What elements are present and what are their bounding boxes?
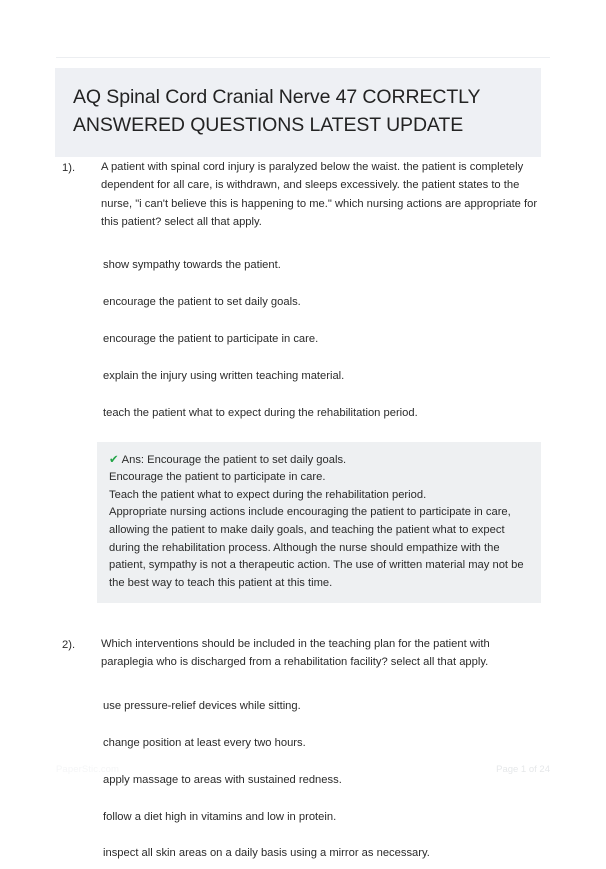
- question-heading-2: [62, 635, 540, 672]
- option-item[interactable]: apply massage to areas with sustained redness.: [103, 773, 342, 786]
- question-number-2: 2).: [62, 639, 76, 652]
- question-number-1: 1).: [62, 162, 76, 174]
- option-item[interactable]: follow a diet high in vitamins and low in protein.: [103, 810, 337, 823]
- answer-line: Encourage the patient to participate in care.: [109, 471, 326, 484]
- header-divider: [56, 57, 550, 58]
- answer-line-text: Ans: Encourage the patient to set daily goals.: [121, 453, 347, 466]
- check-mark-icon: ✔: [109, 453, 119, 466]
- section-spacer: [0, 609, 606, 635]
- option-item[interactable]: explain the injury using written teaching material.: [103, 369, 345, 382]
- option-item[interactable]: encourage the patient to set daily goals.: [103, 295, 301, 308]
- question-text-1: A patient with spinal cord injury is paralyzed below the waist. the patient is completely dependent for all care, is withdrawn, and sleeps excessively. the patient states to the nurse, "i can't believe this is happening to me." which nursing actions are appropriate for this patient? select all that apply.: [101, 161, 538, 228]
- option-list-1: [62, 231, 540, 423]
- option-item[interactable]: change position at least every two hours.: [103, 736, 306, 749]
- answer-explanation: Appropriate nursing actions include encouraging the patient to participate in care, allowing the patient to make daily goals, and teaching the patient what to expect during the rehabilitation process. Although the nurse should empathize with the patient, sympathy is not a therapeutic action. The use of written material may not be the best way to teach this patient at this time.: [109, 506, 524, 589]
- document-title-band: [55, 68, 541, 157]
- question-block-1: [0, 158, 606, 603]
- option-item[interactable]: teach the patient what to expect during the rehabilitation period.: [103, 406, 418, 419]
- document-body: [0, 158, 606, 869]
- option-item[interactable]: use pressure-relief devices while sitting.: [103, 699, 301, 712]
- watermark-label: PaperStic.com: [56, 764, 120, 775]
- page-title: AQ Spinal Cord Cranial Nerve 47 CORRECTLY ANSWERED QUESTIONS LATEST UPDATE: [73, 86, 480, 136]
- question-heading-1: [62, 158, 540, 231]
- page-number-label: Page 1 of 24: [496, 764, 550, 775]
- option-item[interactable]: encourage the patient to participate in care.: [103, 332, 319, 345]
- answer-box-1: [97, 442, 541, 604]
- answer-line: Teach the patient what to expect during the rehabilitation period.: [109, 488, 427, 501]
- question-text-2: Which interventions should be included in the teaching plan for the patient with paraplegia who is discharged from a rehabilitation facility? select all that apply.: [101, 638, 490, 669]
- answer-line-primary: [109, 451, 529, 470]
- question-block-2: [0, 635, 606, 863]
- option-item[interactable]: show sympathy towards the patient.: [103, 259, 281, 271]
- option-item[interactable]: inspect all skin areas on a daily basis using a mirror as necessary.: [103, 847, 430, 860]
- page-footer: [0, 764, 606, 782]
